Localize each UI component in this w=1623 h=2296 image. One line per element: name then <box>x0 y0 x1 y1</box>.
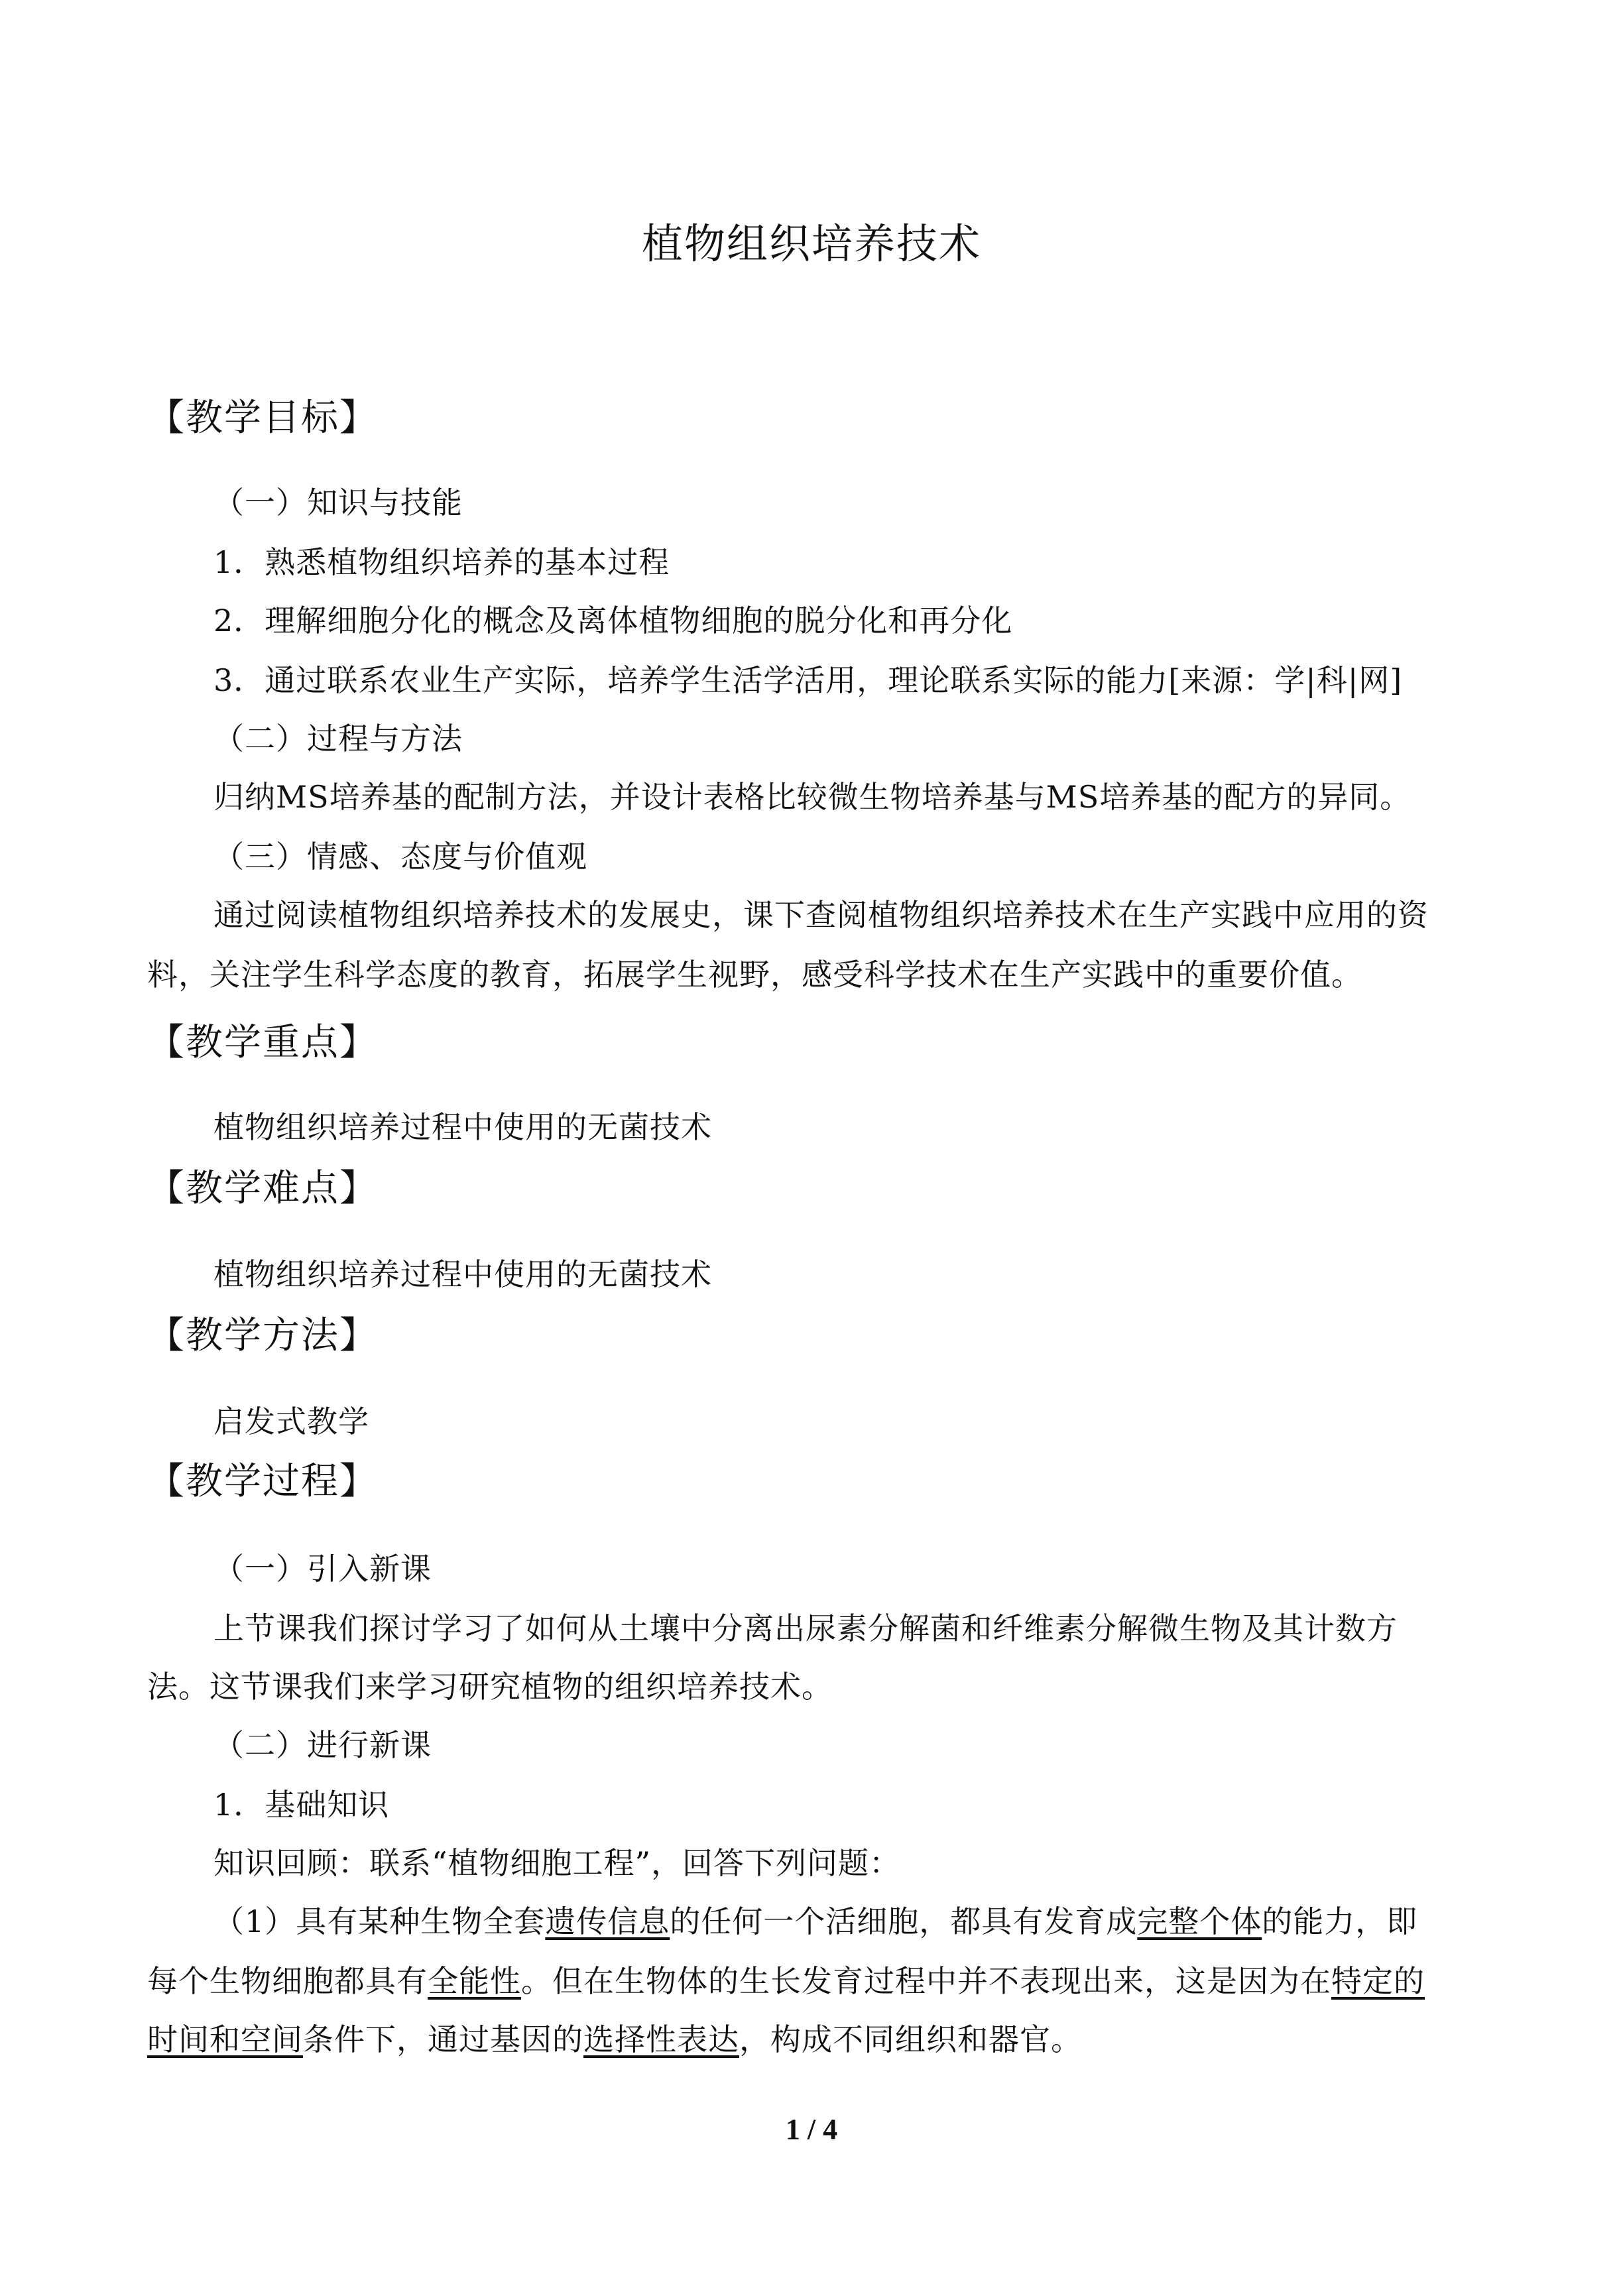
difficulties-text: 植物组织培养过程中使用的无菌技术 <box>213 1256 712 1292</box>
text-segment: （1）具有某种生物全套 <box>213 1903 546 1939</box>
review-text: 知识回顾：联系“植物细胞工程”，回答下列问题： <box>213 1845 901 1881</box>
text-segment: 条件下，通过基因的 <box>303 2022 583 2057</box>
methods-text: 启发式教学 <box>213 1404 369 1439</box>
heading-objectives: 【教学目标】 <box>147 396 378 440</box>
values-line-1: 通过阅读植物组织培养技术的发展史，课下查阅植物组织培养技术在生产实践中应用的资 <box>213 897 1429 933</box>
objective-item-1: 1．熟悉植物组织培养的基本过程 <box>213 544 670 580</box>
underlined-term: 遗传信息 <box>545 1903 670 1939</box>
text-segment: 的任何一个活细胞，都具有发育成 <box>670 1903 1138 1939</box>
underlined-term: 选择性表达 <box>583 2022 739 2057</box>
paragraph-line-2 <box>147 1957 1425 2001</box>
document-title: 植物组织培养技术 <box>641 219 981 268</box>
underlined-term: 特定的 <box>1331 1963 1425 1999</box>
subheading-process-method: （二）过程与方法 <box>213 721 463 756</box>
objective-item-3: 3．通过联系农业生产实际，培养学生活学活用，理论联系实际的能力[来源：学|科|网] <box>213 662 1403 698</box>
text-segment: ，构成不同组织和器官。 <box>739 2022 1082 2057</box>
subheading-values: （三）情感、态度与价值观 <box>213 839 587 875</box>
page-number: 1 / 4 <box>785 2113 838 2145</box>
underlined-term: 全能性 <box>428 1963 521 1999</box>
underlined-term: 时间和空间 <box>147 2022 303 2057</box>
subheading-new-lesson: （二）进行新课 <box>213 1727 432 1763</box>
heading-key-points: 【教学重点】 <box>147 1021 378 1064</box>
intro-line-1: 上节课我们探讨学习了如何从土壤中分离出尿素分解菌和纤维素分解微生物及其计数方 <box>213 1610 1398 1646</box>
process-item-1: 1．基础知识 <box>213 1787 390 1823</box>
subheading-introduction: （一）引入新课 <box>213 1551 432 1587</box>
paragraph-line-1 <box>213 1898 1417 1941</box>
values-line-2: 料，关注学生科学态度的教育，拓展学生视野，感受科学技术在生产实践中的重要价值。 <box>147 957 1362 993</box>
text-segment: 每个生物细胞都具有 <box>147 1963 428 1999</box>
paragraph-line-3 <box>147 2016 1082 2059</box>
text-segment: 的能力，即 <box>1262 1903 1418 1939</box>
heading-difficulties: 【教学难点】 <box>147 1167 378 1210</box>
text-segment: 。但在生物体的生长发育过程中并不表现出来，这是因为在 <box>521 1963 1331 1999</box>
intro-line-2: 法。这节课我们来学习研究植物的组织培养技术。 <box>147 1669 833 1705</box>
method-text: 归纳MS培养基的配制方法，并设计表格比较微生物培养基与MS培养基的配方的异同。 <box>213 779 1412 815</box>
objective-item-2: 2．理解细胞分化的概念及离体植物细胞的脱分化和再分化 <box>213 603 1013 638</box>
key-points-text: 植物组织培养过程中使用的无菌技术 <box>213 1109 712 1145</box>
subheading-knowledge: （一）知识与技能 <box>213 485 463 520</box>
underlined-term: 完整个体 <box>1137 1903 1262 1939</box>
heading-methods: 【教学方法】 <box>147 1314 378 1357</box>
heading-process: 【教学过程】 <box>147 1460 378 1503</box>
